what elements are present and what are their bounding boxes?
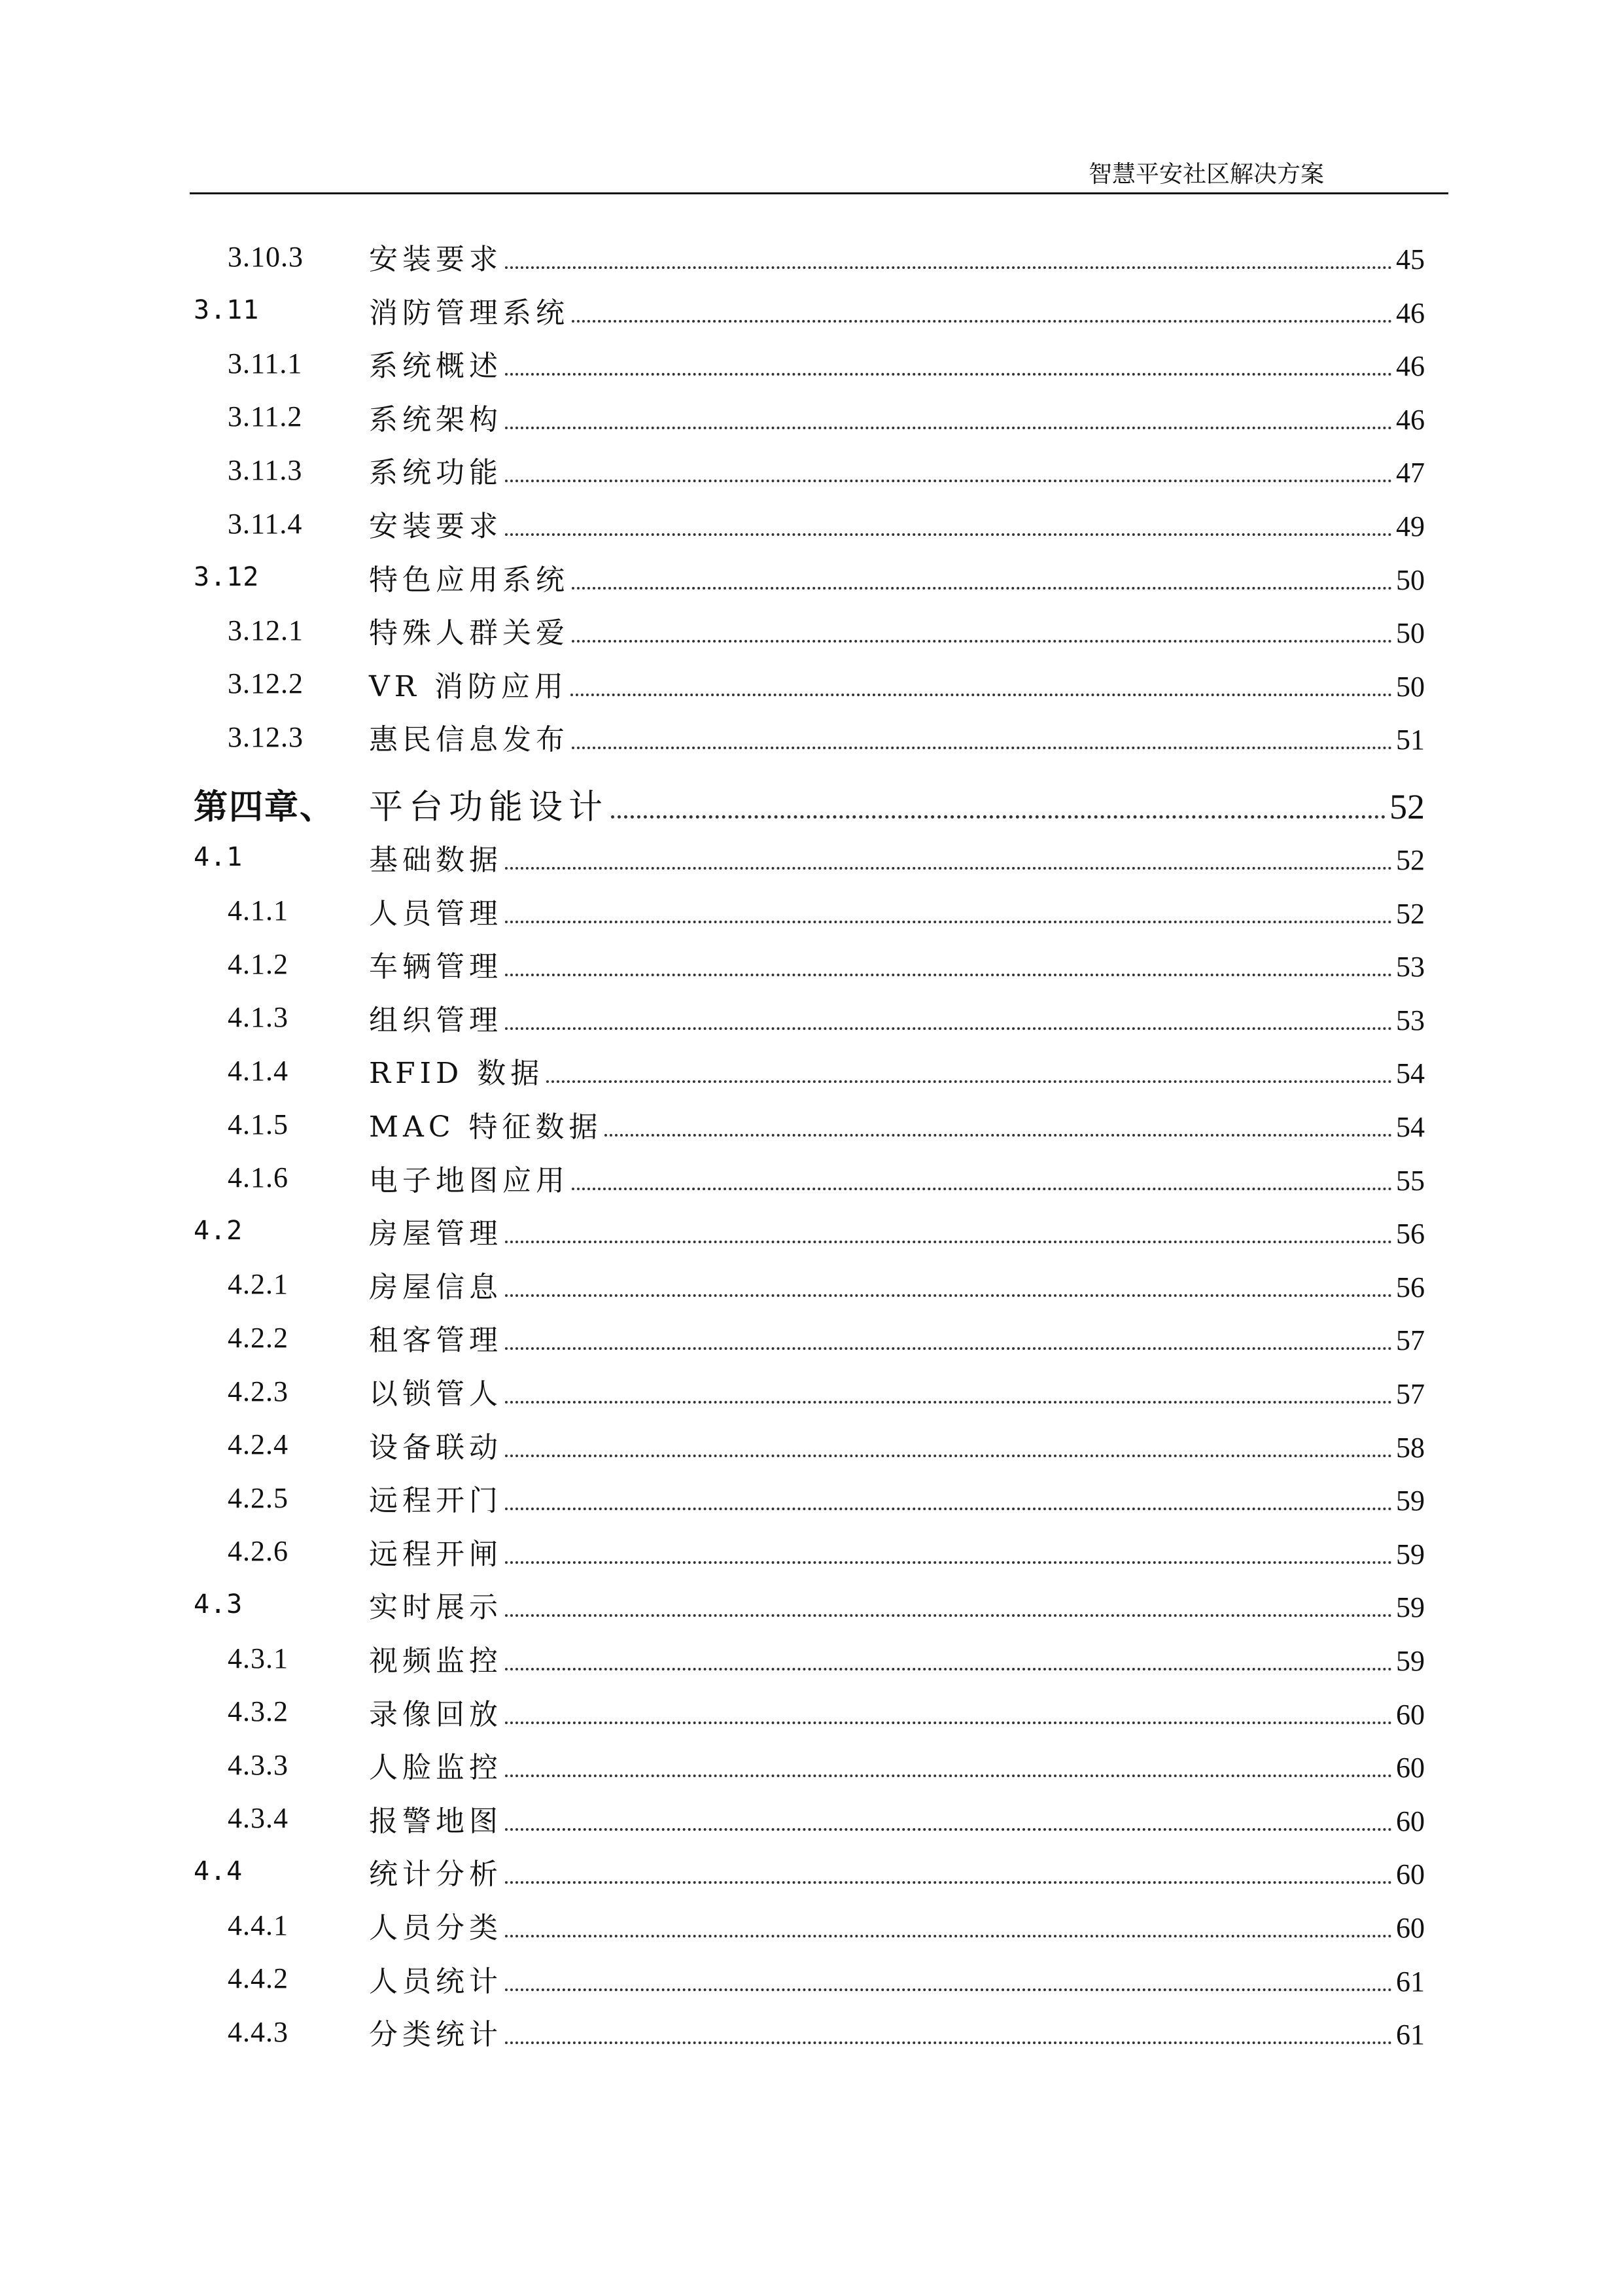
dot-leader xyxy=(505,1775,1392,1777)
toc-entry-title: 惠民信息发布 xyxy=(369,723,569,757)
dot-leader xyxy=(505,1455,1392,1457)
toc-entry-body xyxy=(369,1157,1425,1199)
toc-entry-body xyxy=(369,1103,1425,1145)
toc-entry-page-number: 60 xyxy=(1396,1858,1425,1891)
toc-entry[interactable] xyxy=(0,1585,1623,1624)
toc-entry-body xyxy=(369,1583,1425,1625)
toc-entry-title: 统计分析 xyxy=(369,1858,502,1892)
dot-leader xyxy=(505,1668,1392,1670)
toc-entry-title: 分类统计 xyxy=(369,2018,502,2052)
toc-entry-page-number: 59 xyxy=(1396,1591,1425,1624)
dot-leader xyxy=(505,1027,1392,1030)
toc-entry-page-number: 60 xyxy=(1396,1912,1425,1944)
dot-leader xyxy=(505,1935,1392,1937)
toc-entry-number: 3.11 xyxy=(194,294,260,325)
toc-entry-page-number: 49 xyxy=(1396,510,1425,542)
toc-entry-body xyxy=(369,1691,1425,1733)
toc-entry-body xyxy=(369,342,1425,384)
toc-entry-page-number: 47 xyxy=(1396,457,1425,489)
toc-entry-number: 3.12 xyxy=(194,561,260,592)
toc-entry-title: 设备联动 xyxy=(369,1430,502,1464)
toc-entry-page-number: 57 xyxy=(1396,1378,1425,1410)
toc-entry-number: 4.2.4 xyxy=(228,1428,288,1461)
dot-leader xyxy=(505,1508,1392,1510)
toc-entry-number: 3.11.4 xyxy=(228,507,303,540)
toc-entry-body xyxy=(369,609,1425,651)
dot-leader xyxy=(570,694,1392,696)
toc-entry-body xyxy=(369,1210,1425,1252)
toc-entry[interactable] xyxy=(0,1852,1623,1891)
dot-leader xyxy=(505,867,1392,870)
toc-entry[interactable] xyxy=(0,1532,1623,1571)
toc-entry-body xyxy=(369,779,1425,828)
toc-entry[interactable] xyxy=(0,1158,1623,1197)
toc-entry-page-number: 54 xyxy=(1396,1111,1425,1143)
dot-leader xyxy=(505,1828,1392,1831)
toc-entry-page-number: 60 xyxy=(1396,1752,1425,1784)
toc-entry-page-number: 51 xyxy=(1396,724,1425,756)
dot-leader xyxy=(505,533,1392,536)
toc-entry-title: 房屋管理 xyxy=(369,1217,502,1251)
toc-entry[interactable] xyxy=(0,1959,1623,1998)
toc-entry-page-number: 59 xyxy=(1396,1485,1425,1517)
toc-entry-page-number: 45 xyxy=(1396,243,1425,275)
toc-entry-page-number: 52 xyxy=(1389,786,1425,826)
toc-entry-page-number: 53 xyxy=(1396,1004,1425,1036)
toc-entry[interactable] xyxy=(0,504,1623,543)
toc-entry-body xyxy=(369,1370,1425,1412)
toc-entry[interactable] xyxy=(0,1318,1623,1357)
dot-leader xyxy=(505,480,1392,482)
toc-entry-number: 4.2.1 xyxy=(228,1268,288,1301)
toc-entry-page-number: 60 xyxy=(1396,1698,1425,1731)
toc-entry[interactable] xyxy=(0,2012,1623,2051)
toc-entry-title: MAC 特征数据 xyxy=(369,1110,602,1144)
dot-leader xyxy=(572,320,1392,323)
toc-entry-page-number: 59 xyxy=(1396,1538,1425,1570)
toc-entry-title: 安装要求 xyxy=(369,243,502,276)
toc-entry[interactable] xyxy=(0,944,1623,983)
dot-leader xyxy=(505,2041,1392,2044)
toc-entry-number: 4.4 xyxy=(194,1856,243,1887)
toc-entry-page-number: 57 xyxy=(1396,1324,1425,1357)
dot-leader xyxy=(505,1347,1392,1350)
toc-entry-number: 4.2.3 xyxy=(228,1375,288,1407)
toc-entry[interactable] xyxy=(0,777,1623,830)
toc-entry-title: 平台功能设计 xyxy=(369,787,609,827)
toc-entry-body xyxy=(369,556,1425,598)
dot-leader xyxy=(505,1561,1392,1564)
toc-entry-body xyxy=(369,2011,1425,2053)
dot-leader xyxy=(505,1722,1392,1724)
toc-entry-page-number: 46 xyxy=(1396,403,1425,436)
toc-entry-title: 远程开门 xyxy=(369,1484,502,1518)
toc-entry-page-number: 56 xyxy=(1396,1218,1425,1250)
toc-entry-title: 系统概述 xyxy=(369,349,502,383)
toc-entry-title: 组织管理 xyxy=(369,1003,502,1037)
toc-entry-body xyxy=(369,1530,1425,1572)
toc-entry-title: RFID 数据 xyxy=(369,1057,544,1091)
dot-leader xyxy=(505,1241,1392,1243)
toc-entry-number: 3.11.1 xyxy=(228,347,303,380)
dot-leader xyxy=(505,1988,1392,1991)
toc-entry-number: 4.1.6 xyxy=(228,1161,288,1194)
toc-entry-number: 4.2.6 xyxy=(228,1535,288,1568)
toc-entry-body xyxy=(369,836,1425,878)
toc-entry-title: 房屋信息 xyxy=(369,1270,502,1304)
toc-entry-title: 特色应用系统 xyxy=(369,563,569,597)
toc-entry[interactable] xyxy=(0,1265,1623,1304)
toc-entry-body xyxy=(369,1744,1425,1786)
toc-entry-number: 4.1.1 xyxy=(228,894,288,927)
toc-entry-page-number: 54 xyxy=(1396,1057,1425,1090)
toc-entry-title: 消防管理系统 xyxy=(369,296,569,330)
toc-entry-title: 以锁管人 xyxy=(369,1377,502,1411)
toc-entry-number: 4.3.1 xyxy=(228,1642,288,1674)
toc-entry-number: 4.4.3 xyxy=(228,2015,288,2048)
toc-entry-body xyxy=(369,943,1425,985)
document-title: 智慧平安社区解决方案 xyxy=(1088,161,1324,188)
toc-entry-number: 4.1.5 xyxy=(228,1108,288,1140)
toc-entry-page-number: 56 xyxy=(1396,1271,1425,1303)
toc-entry[interactable] xyxy=(0,610,1623,650)
toc-entry-title: 租客管理 xyxy=(369,1324,502,1358)
toc-entry[interactable] xyxy=(0,450,1623,489)
toc-entry-page-number: 50 xyxy=(1396,670,1425,703)
toc-entry-body xyxy=(369,236,1425,277)
dot-leader xyxy=(604,1134,1392,1137)
toc-entry-page-number: 55 xyxy=(1396,1164,1425,1197)
toc-entry-number: 4.4.1 xyxy=(228,1909,288,1941)
toc-entry-body xyxy=(369,890,1425,932)
toc-entry-body xyxy=(369,449,1425,491)
toc-entry[interactable] xyxy=(0,1799,1623,1838)
toc-entry-body xyxy=(369,1637,1425,1679)
toc-entry-body xyxy=(369,1424,1425,1466)
dot-leader xyxy=(572,587,1392,590)
dot-leader xyxy=(505,427,1392,429)
toc-entry-body xyxy=(369,289,1425,331)
toc-entry-number: 3.12.3 xyxy=(228,720,304,753)
toc-entry-number: 4.2.2 xyxy=(228,1321,288,1354)
toc-entry-number: 3.11.2 xyxy=(228,400,303,433)
toc-entry-page-number: 46 xyxy=(1396,350,1425,383)
toc-entry-number: 4.3.4 xyxy=(228,1802,288,1835)
toc-entry-page-number: 61 xyxy=(1396,1965,1425,1998)
toc-entry-number: 4.1.4 xyxy=(228,1054,288,1087)
toc-entry-number: 4.3.3 xyxy=(228,1748,288,1781)
toc-entry[interactable] xyxy=(0,237,1623,276)
toc-entry-title: 录像回放 xyxy=(369,1697,502,1731)
toc-entry-body xyxy=(369,1797,1425,1839)
toc-entry-page-number: 61 xyxy=(1396,2019,1425,2051)
toc-entry-body xyxy=(369,663,1425,705)
dot-leader xyxy=(505,266,1392,269)
toc-entry[interactable] xyxy=(0,1638,1623,1678)
toc-entry[interactable] xyxy=(0,1745,1623,1784)
toc-entry[interactable] xyxy=(0,1692,1623,1731)
toc-entry-page-number: 60 xyxy=(1396,1805,1425,1837)
toc-entry-title: 特殊人群关爱 xyxy=(369,616,569,650)
toc-entry[interactable] xyxy=(0,998,1623,1037)
dot-leader xyxy=(505,921,1392,923)
toc-entry-title: 报警地图 xyxy=(369,1804,502,1838)
toc-entry-title: 车辆管理 xyxy=(369,950,502,984)
dot-leader xyxy=(572,640,1392,643)
toc-entry-number: 4.1 xyxy=(194,842,243,872)
toc-entry-body xyxy=(369,997,1425,1038)
toc-entry-body xyxy=(369,503,1425,544)
dot-leader xyxy=(505,1401,1392,1404)
dot-leader xyxy=(546,1080,1392,1083)
toc-entry-body xyxy=(369,1316,1425,1358)
toc-entry[interactable] xyxy=(0,397,1623,436)
toc-entry-number: 4.2.5 xyxy=(228,1481,288,1514)
toc-entry-number: 3.10.3 xyxy=(228,240,304,273)
toc-entry[interactable] xyxy=(0,1478,1623,1517)
toc-entry-page-number: 52 xyxy=(1396,844,1425,876)
toc-entry[interactable] xyxy=(0,1051,1623,1090)
toc-entry-number: 4.4.2 xyxy=(228,1962,288,1995)
toc-entry-body xyxy=(369,1263,1425,1305)
toc-entry-body xyxy=(369,1850,1425,1892)
toc-entry[interactable] xyxy=(0,1371,1623,1411)
toc-entry-body xyxy=(369,1050,1425,1091)
toc-entry-page-number: 58 xyxy=(1396,1431,1425,1464)
toc-entry-number: 4.1.2 xyxy=(228,947,288,980)
dot-leader xyxy=(505,1614,1392,1617)
toc-entry[interactable] xyxy=(0,838,1623,877)
toc-entry-title: 视频监控 xyxy=(369,1644,502,1678)
toc-entry[interactable] xyxy=(0,1905,1623,1945)
toc-entry[interactable] xyxy=(0,291,1623,330)
toc-entry-title: 人员管理 xyxy=(369,896,502,930)
toc-entry-title: 人员分类 xyxy=(369,1911,502,1945)
page-header xyxy=(190,152,1448,194)
toc-entry-number: 3.12.2 xyxy=(228,667,304,700)
dot-leader xyxy=(611,815,1386,819)
dot-leader xyxy=(505,1294,1392,1297)
toc-entry-number: 4.3 xyxy=(194,1589,243,1620)
toc-entry[interactable] xyxy=(0,1425,1623,1464)
toc-entry-number: 第四章、 xyxy=(194,787,336,827)
toc-entry-page-number: 50 xyxy=(1396,617,1425,650)
toc-entry-title: 人脸监控 xyxy=(369,1751,502,1785)
toc-entry[interactable] xyxy=(0,664,1623,703)
toc-entry-title: 基础数据 xyxy=(369,843,502,877)
toc-entry-number: 4.2 xyxy=(194,1216,243,1246)
toc-entry-number: 3.11.3 xyxy=(228,453,303,486)
dot-leader xyxy=(572,1188,1392,1190)
dot-leader xyxy=(505,1881,1392,1884)
dot-leader xyxy=(572,747,1392,749)
toc-entry-title: 实时展示 xyxy=(369,1591,502,1625)
toc-entry-title: 系统架构 xyxy=(369,402,502,436)
toc-entry[interactable] xyxy=(0,717,1623,756)
toc-entry-body xyxy=(369,716,1425,758)
toc-entry-number: 4.3.2 xyxy=(228,1695,288,1728)
toc-entry-number: 3.12.1 xyxy=(228,614,304,646)
toc-entry-body xyxy=(369,1477,1425,1519)
toc-entry-page-number: 53 xyxy=(1396,951,1425,983)
dot-leader xyxy=(505,974,1392,976)
toc-entry-number: 4.1.3 xyxy=(228,1001,288,1034)
toc-entry-body xyxy=(369,396,1425,438)
dot-leader xyxy=(505,373,1392,376)
toc-entry-body xyxy=(369,1904,1425,1946)
toc-entry-page-number: 46 xyxy=(1396,296,1425,329)
toc-entry[interactable] xyxy=(0,1104,1623,1144)
toc-entry[interactable] xyxy=(0,891,1623,930)
toc-entry-title: 人员统计 xyxy=(369,1964,502,1998)
toc-entry-page-number: 50 xyxy=(1396,563,1425,596)
toc-entry[interactable] xyxy=(0,344,1623,383)
toc-entry[interactable] xyxy=(0,1211,1623,1250)
toc-entry-title: 系统功能 xyxy=(369,456,502,490)
toc-entry-title: 安装要求 xyxy=(369,510,502,543)
toc-entry-body xyxy=(369,1958,1425,2000)
toc-entry-title: 远程开闸 xyxy=(369,1537,502,1571)
toc-entry-page-number: 59 xyxy=(1396,1645,1425,1677)
toc-entry[interactable] xyxy=(0,557,1623,597)
toc-entry-page-number: 52 xyxy=(1396,897,1425,930)
toc-entry-title: 电子地图应用 xyxy=(369,1163,569,1197)
toc-entry-title: VR 消防应用 xyxy=(369,669,568,703)
